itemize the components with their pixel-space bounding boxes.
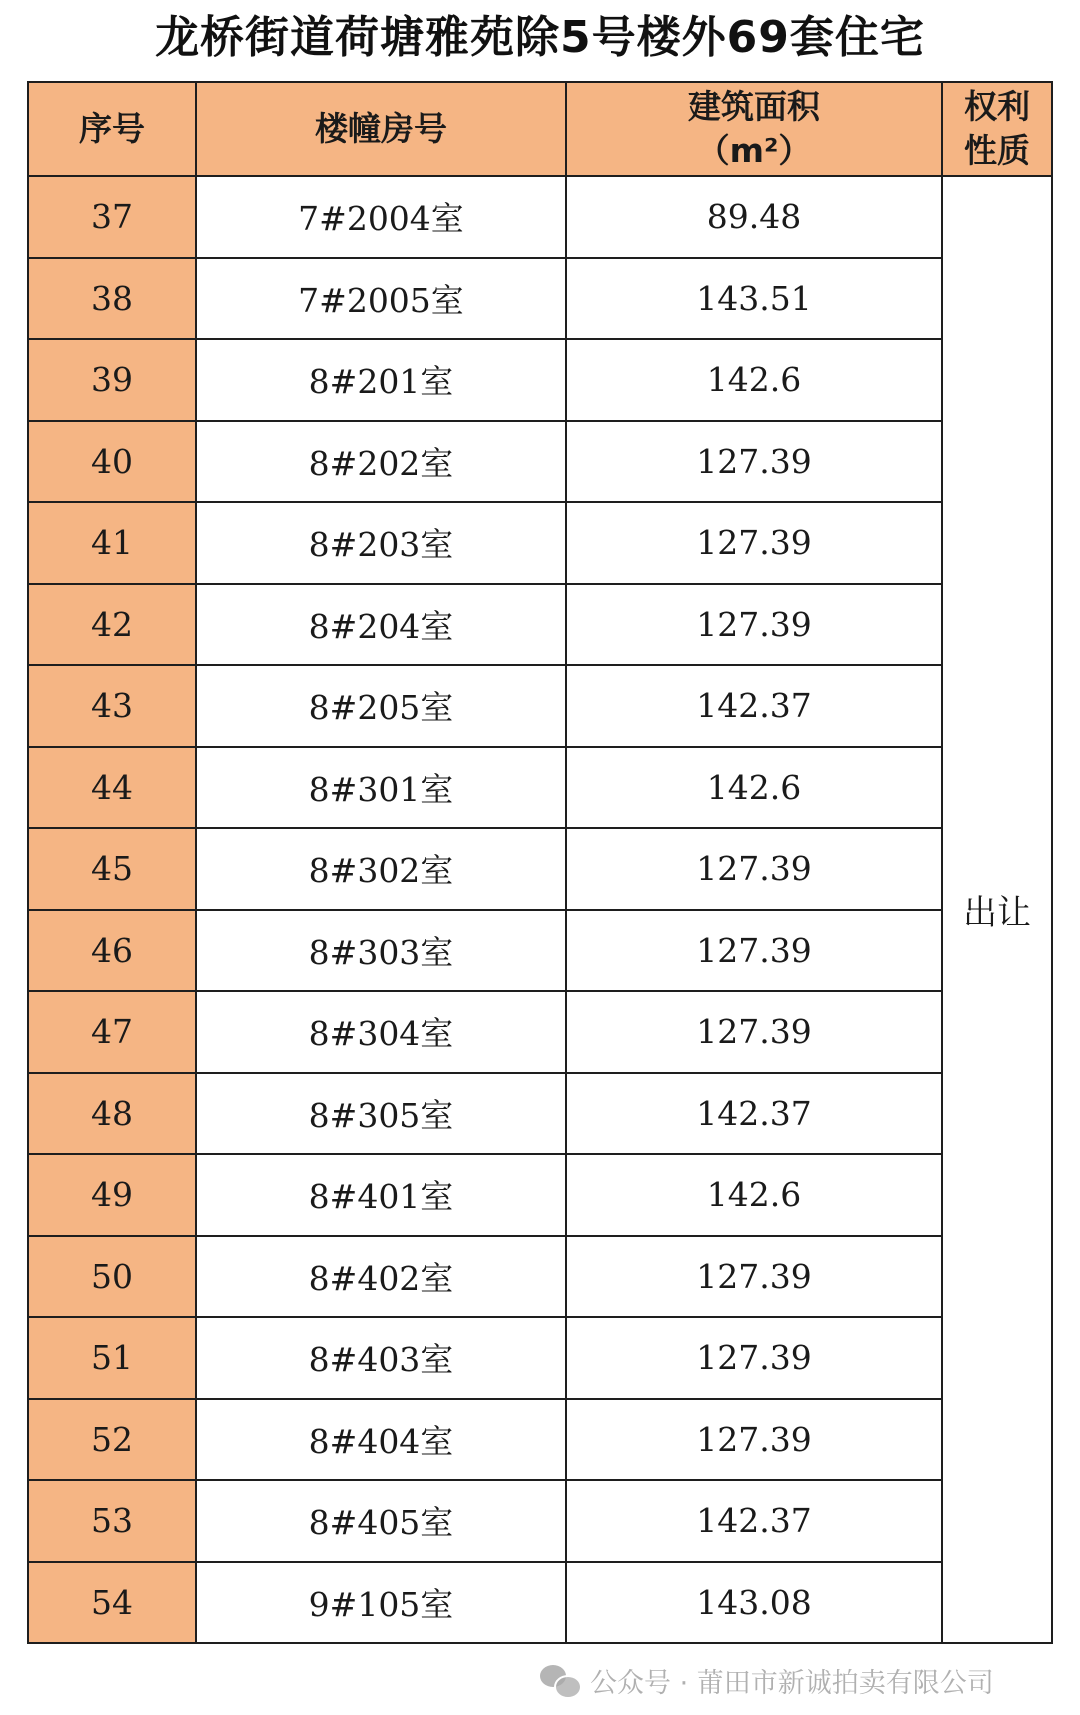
cell-unit: 8#401室 [196, 1154, 566, 1236]
cell-unit: 8#404室 [196, 1399, 566, 1481]
table-row [28, 1236, 1052, 1318]
cell-unit: 8#203室 [196, 502, 566, 584]
table-row [28, 339, 1052, 421]
cell-area: 142.37 [566, 1480, 942, 1562]
cell-seq: 41 [28, 502, 196, 584]
cell-area: 127.39 [566, 991, 942, 1073]
page-title: 龙桥街道荷塘雅苑除5号楼外69套住宅 [155, 12, 925, 63]
table-row [28, 258, 1052, 340]
header-unit: 楼幢房号 [196, 82, 566, 176]
listing-table [27, 81, 1053, 1644]
cell-seq: 54 [28, 1562, 196, 1644]
table-row [28, 747, 1052, 829]
cell-seq: 42 [28, 584, 196, 666]
cell-seq: 49 [28, 1154, 196, 1236]
cell-area: 142.37 [566, 665, 942, 747]
cell-area: 142.6 [566, 1154, 942, 1236]
table-body [28, 176, 1052, 1643]
table-row [28, 1317, 1052, 1399]
table-row [28, 991, 1052, 1073]
cell-unit: 9#105室 [196, 1562, 566, 1644]
cell-seq: 53 [28, 1480, 196, 1562]
table-row [28, 1562, 1052, 1644]
cell-area: 127.39 [566, 502, 942, 584]
cell-area: 142.6 [566, 339, 942, 421]
watermark-text: 公众号 · 莆田市新诚拍卖有限公司 [590, 1667, 994, 1699]
cell-area: 127.39 [566, 421, 942, 503]
watermark [540, 1660, 994, 1700]
cell-seq: 45 [28, 828, 196, 910]
cell-unit: 8#201室 [196, 339, 566, 421]
cell-seq: 47 [28, 991, 196, 1073]
cell-area: 127.39 [566, 910, 942, 992]
cell-area: 143.08 [566, 1562, 942, 1644]
cell-unit: 8#202室 [196, 421, 566, 503]
cell-unit: 8#304室 [196, 991, 566, 1073]
cell-seq: 37 [28, 176, 196, 258]
cell-seq: 48 [28, 1073, 196, 1155]
table-row [28, 176, 1052, 258]
cell-unit: 8#205室 [196, 665, 566, 747]
table-row [28, 584, 1052, 666]
table-row [28, 910, 1052, 992]
cell-area: 127.39 [566, 828, 942, 910]
header-rights-line2: 性质 [964, 131, 1030, 170]
cell-area: 127.39 [566, 1317, 942, 1399]
cell-unit: 8#301室 [196, 747, 566, 829]
cell-area: 143.51 [566, 258, 942, 340]
cell-seq: 46 [28, 910, 196, 992]
cell-seq: 44 [28, 747, 196, 829]
cell-unit: 8#303室 [196, 910, 566, 992]
cell-seq: 50 [28, 1236, 196, 1318]
cell-unit: 8#302室 [196, 828, 566, 910]
cell-area: 89.48 [566, 176, 942, 258]
table-row [28, 1154, 1052, 1236]
cell-unit: 7#2004室 [196, 176, 566, 258]
cell-area: 127.39 [566, 1236, 942, 1318]
header-rights-line1: 权利 [964, 87, 1030, 126]
cell-seq: 38 [28, 258, 196, 340]
header-area-line1: 建筑面积 [688, 87, 820, 126]
cell-seq: 52 [28, 1399, 196, 1481]
table-row [28, 1480, 1052, 1562]
cell-rights: 出让 [942, 176, 1052, 1643]
cell-unit: 8#402室 [196, 1236, 566, 1318]
table-header-row [28, 82, 1052, 176]
table-row [28, 1073, 1052, 1155]
header-area-line2: （m²） [696, 131, 812, 170]
table-row [28, 828, 1052, 910]
cell-seq: 51 [28, 1317, 196, 1399]
table-row [28, 665, 1052, 747]
table-row [28, 1399, 1052, 1481]
cell-area: 142.37 [566, 1073, 942, 1155]
header-rights [942, 82, 1052, 176]
cell-area: 142.6 [566, 747, 942, 829]
cell-unit: 8#403室 [196, 1317, 566, 1399]
header-area [566, 82, 942, 176]
table-row [28, 421, 1052, 503]
header-seq: 序号 [28, 82, 196, 176]
cell-area: 127.39 [566, 584, 942, 666]
table-row [28, 502, 1052, 584]
cell-unit: 8#305室 [196, 1073, 566, 1155]
cell-seq: 43 [28, 665, 196, 747]
cell-seq: 39 [28, 339, 196, 421]
cell-unit: 8#405室 [196, 1480, 566, 1562]
wechat-icon [540, 1663, 580, 1697]
cell-seq: 40 [28, 421, 196, 503]
cell-unit: 8#204室 [196, 584, 566, 666]
cell-area: 127.39 [566, 1399, 942, 1481]
cell-unit: 7#2005室 [196, 258, 566, 340]
